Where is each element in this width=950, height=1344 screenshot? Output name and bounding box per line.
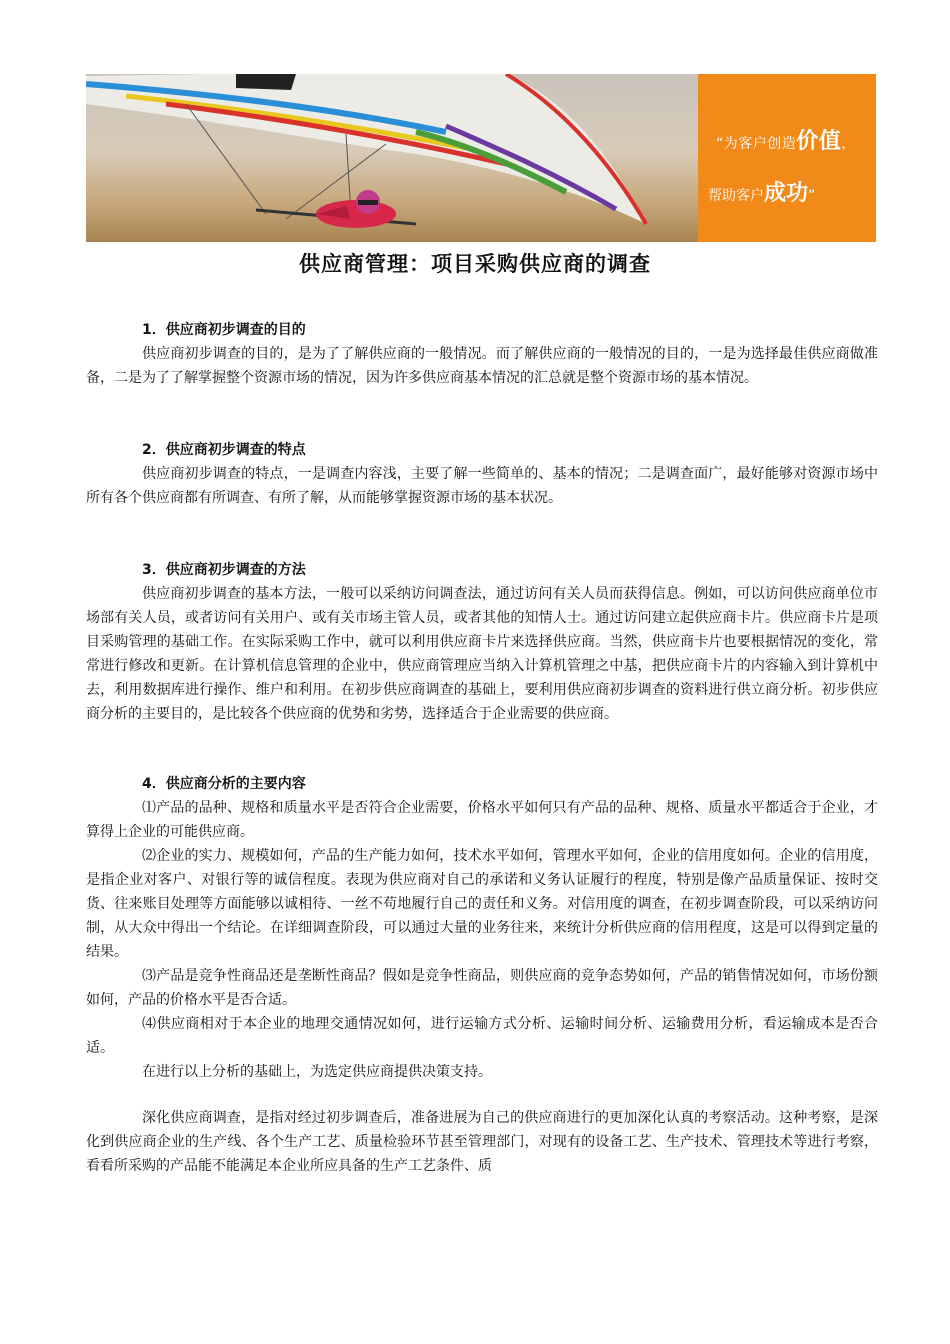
closing-paragraph: 深化供应商调查，是指对经过初步调查后，准备进展为自己的供应商进行的更加深化认真的考察活动。这种考察，是深化到供应商企业的生产线、各个生产工艺、质量检验环节甚至管理部门，对现有的设备工艺、生产技术、管理技术等进行考察，看看所采购的产品能不能满足本企业所应具备的生产工艺条件、质 — [86, 1110, 878, 1174]
section-3-paragraph: 供应商初步调查的基本方法，一般可以采纳访问调查法，通过访问有关人员而获得信息。例如，可以访问供应商单位市场部有关人员，或者访问有关用户、或有关市场主管人员，或者其他的知情人士。通过访问建立起供应商卡片。供应商卡片是项目采购管理的基础工作。在实际采购工作中，就可以利用供应商卡片来选择供应商。当然，供应商卡片也要根据情况的变化，常常进行修改和更新。在计算机信息管理的企业中，供应商管理应当纳入计算机管理之中基，把供应商卡片的内容输入到计算机中去，利用数据库进行操作、维户和利用。在初步供应商调查的基础上，要利用供应商初步调查的资料进行供立商分析。初步供应商分析的主要目的，是比较各个供应商的优势和劣势，选择适合于企业需要的供应商。 — [86, 586, 878, 722]
slogan-line-1-small: 为客户创造 — [723, 136, 797, 152]
section-4-summary: 在进行以上分析的基础上，为选定供应商提供决策支持。 — [142, 1064, 492, 1080]
section-4-item-4: ⑷供应商相对于本企业的地理交通情况如何，进行运输方式分析、运输时间分析、运输费用分析，看运输成本是否合适。 — [86, 1016, 878, 1056]
slogan-line-2-big: 成功 — [764, 181, 809, 206]
section-2-heading: 2．供应商初步调查的特点 — [142, 442, 306, 458]
slogan-line-2-small: 帮助客户 — [708, 188, 764, 204]
slogan-line-2: 帮助客户成功” — [708, 181, 816, 206]
section-4-item-2: ⑵企业的实力、规模如何，产品的生产能力如何，技术水平如何，管理水平如何，企业的信用度如何。企业的信用度，是指企业对客户、对银行等的诚信程度。表现为供应商对自己的承诺和义务认证履行的程度，特别是像产品质量保证、按时交货、往来账目处理等方面能够以诚相待、一丝不苟地履行自己的责任和义务。对信用度的调查，在初步调查阶段，可以采纳访问制，从大众中得出一个结论。在详细调查阶段，可以通过大量的业务往来，来统计分析供应商的信用程度，这是可以得到定量的结果。 — [86, 848, 878, 960]
page-title: 供应商管理：项目采购供应商的调查 — [299, 252, 651, 276]
section-4-heading: 4．供应商分析的主要内容 — [142, 776, 306, 792]
document-body — [86, 318, 878, 1178]
hang-glider-photo — [86, 74, 698, 242]
section-1-paragraph: 供应商初步调查的目的，是为了了解供应商的一般情况。而了解供应商的一般情况的目的，一是为选择最佳供应商做准备，二是为了了解掌握整个资源市场的情况，因为许多供应商基本情况的汇总就是整个资源市场的基本情况。 — [86, 346, 878, 386]
section-2-paragraph: 供应商初步调查的特点，一是调查内容浅，主要了解一些简单的、基本的情况；二是调查面广，最好能够对资源市场中所有各个供应商都有所调查、有所了解，从而能够掌握资源市场的基本状况。 — [86, 466, 878, 506]
slogan-line-1: “为客户创造价值， — [716, 129, 856, 154]
header-banner — [86, 74, 876, 242]
section-4-item-1: ⑴产品的品种、规格和质量水平是否符合企业需要，价格水平如何只有产品的品种、规格、质量水平都适合于企业，才算得上企业的可能供应商。 — [86, 800, 878, 840]
slogan-panel — [698, 74, 876, 242]
section-1-heading: 1．供应商初步调查的目的 — [142, 322, 306, 338]
hang-glider-illustration — [86, 74, 698, 242]
section-4-item-3: ⑶产品是竞争性商品还是垄断性商品？假如是竞争性商品，则供应商的竞争态势如何，产品的销售情况如何，市场份额如何，产品的价格水平是否合适。 — [86, 968, 878, 1008]
slogan-line-1-big: 价值 — [796, 129, 842, 154]
section-3-heading: 3．供应商初步调查的方法 — [142, 562, 306, 578]
